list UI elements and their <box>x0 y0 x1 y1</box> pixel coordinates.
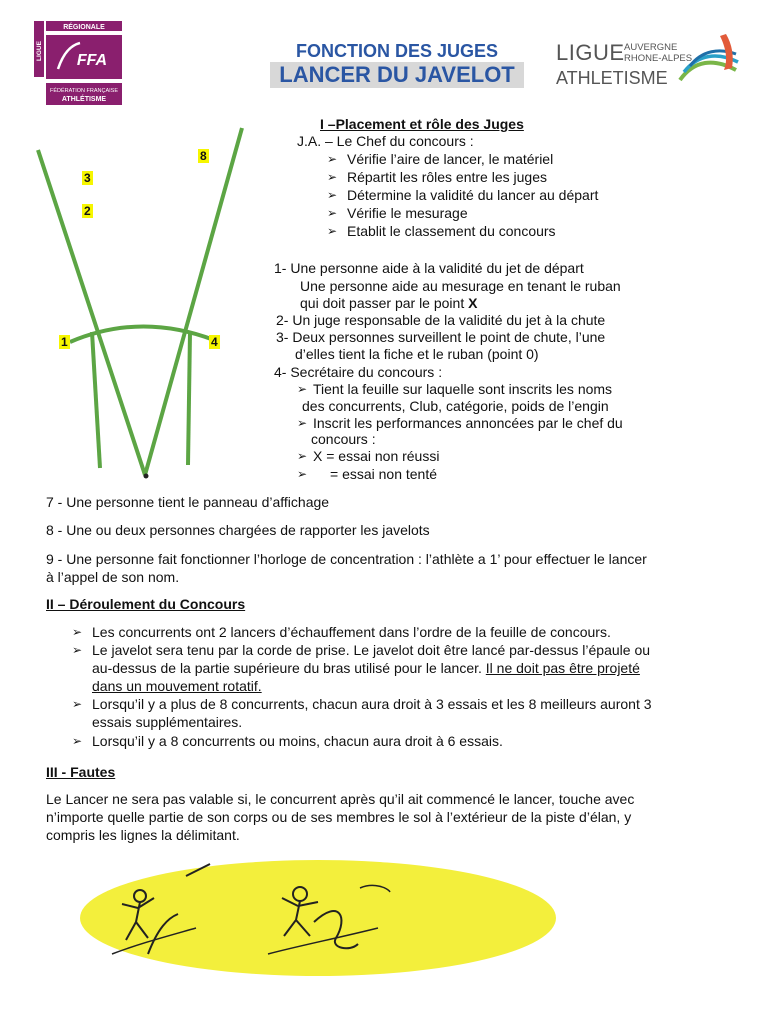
ffa-logo-side-text: LIGUE <box>36 41 43 61</box>
procedure-item4: Lorsqu’il y a 8 concurrents ou moins, chacun aura droit à 6 essais. <box>92 733 503 749</box>
role-7: 7 - Une personne tient le panneau d’affichage <box>46 494 330 510</box>
ja-item: Vérifie l’aire de lancer, le matériel <box>347 151 554 167</box>
role-2: 2- Un juge responsable de la validité du jet à la chute <box>276 312 606 328</box>
ja-item: Détermine la validité du lancer au départ <box>347 187 599 203</box>
secretary-item1-line2: des concurrents, Club, catégorie, poids de l’engin <box>302 398 609 414</box>
section3-heading: III - Fautes <box>46 764 116 780</box>
ligue-swoosh-icon <box>674 30 742 90</box>
role-1-line1: 1- Une personne aide à la validité du jet de départ <box>274 260 584 276</box>
ffa-logo-mark: FFA <box>76 52 108 69</box>
sector-line-left <box>38 150 145 475</box>
section2-heading: II – Déroulement du Concours <box>46 596 246 612</box>
secretary-item2-line2: concours : <box>311 431 376 447</box>
judge-label-3: 3 <box>84 171 91 185</box>
arrow-bullet-icon: ➢ <box>72 697 83 711</box>
procedure-item3-line1: Lorsqu’il y a plus de 8 concurrents, chacun aura droit à 3 essais et les 8 meilleurs auront 3 <box>92 696 652 712</box>
judge-label-4: 4 <box>211 335 218 349</box>
arrow-bullet-icon: ➢ <box>72 625 83 639</box>
ffa-logo <box>34 21 122 105</box>
ffa-logo-top-text: RÉGIONALE <box>63 24 105 31</box>
ja-item: Etablit le classement du concours <box>347 223 556 239</box>
ja-item: Vérifie le mesurage <box>347 205 468 221</box>
document-subtitle: LANCER DU JAVELOT <box>270 62 524 88</box>
arrow-bullet-icon: ➢ <box>297 382 308 396</box>
faults-line2: n’importe quelle partie de son corps ou de ses membres le sol à l’extérieur de la piste d’élan, y <box>46 809 632 825</box>
arrow-bullet-icon: ➢ <box>297 449 308 463</box>
point-x-marker <box>144 474 149 479</box>
ligue-logo <box>556 30 742 92</box>
role-4: 4- Secrétaire du concours : <box>274 364 443 380</box>
arrow-bullet-icon: ➢ <box>297 416 308 430</box>
ligue-logo-region2: RHONE-ALPES <box>624 53 693 64</box>
faults-line1: Le Lancer ne sera pas valable si, le concurrent après qu’il ait commencé le lancer, touche avec <box>46 791 635 807</box>
procedure-item2-line2 <box>92 660 640 677</box>
arrow-bullet-icon: ➢ <box>72 643 83 657</box>
arrow-bullet-icon: ➢ <box>327 188 338 202</box>
runway-line-left <box>92 332 100 468</box>
javelin-field-diagram <box>30 120 250 480</box>
secretary-item1-line1: Tient la feuille sur laquelle sont inscrits les noms <box>313 381 613 397</box>
role-9-line1: 9 - Une personne fait fonctionner l’horloge de concentration : l’athlète a 1’ pour effectuer le lancer <box>46 551 647 567</box>
role-8: 8 - Une ou deux personnes chargées de rapporter les javelots <box>46 522 430 538</box>
ligue-logo-sport: ATHLETISME <box>556 68 668 88</box>
arrow-bullet-icon: ➢ <box>327 152 338 166</box>
ffa-logo-bottom1: FÉDÉRATION FRANÇAISE <box>49 88 119 94</box>
ja-title: J.A. – Le Chef du concours : <box>297 133 474 149</box>
arrow-bullet-icon: ➢ <box>327 224 338 238</box>
secretary-item3: X = essai non réussi <box>313 448 440 464</box>
arrow-bullet-icon: ➢ <box>72 734 83 748</box>
ffa-logo-bottom2: ATHLÉTISME <box>61 96 107 103</box>
role-1-line2: Une personne aide au mesurage en tenant le ruban <box>300 278 621 294</box>
ligue-logo-word: LIGUE <box>556 40 625 65</box>
foul-illustration <box>78 858 558 978</box>
point-x-label: X <box>468 295 478 311</box>
procedure-item2-line3: dans un mouvement rotatif. <box>92 678 262 694</box>
secretary-item2-line1: Inscrit les performances annoncées par le chef du <box>313 415 623 431</box>
secretary-item4: = essai non tenté <box>330 466 438 482</box>
judge-label-2: 2 <box>84 204 91 218</box>
procedure-item1: Les concurrents ont 2 lancers d’échauffement dans l’ordre de la feuille de concours. <box>92 624 611 640</box>
role-1-line3-text: qui doit passer par le point <box>300 295 469 311</box>
procedure-item2-line2a: au-dessus de la partie supérieure du bras utilisé pour le lancer. <box>92 660 486 676</box>
judge-label-8: 8 <box>200 149 207 163</box>
section1-heading: I –Placement et rôle des Juges <box>320 116 524 132</box>
role-3-line1: 3- Deux personnes surveillent le point de chute, l’une <box>276 329 606 345</box>
arrow-bullet-icon: ➢ <box>297 467 308 481</box>
arrow-bullet-icon: ➢ <box>327 170 338 184</box>
sector-line-right <box>145 128 242 475</box>
role-9-line2: à l’appel de son nom. <box>46 569 180 585</box>
ja-item: Répartit les rôles entre les juges <box>347 169 547 185</box>
runway-line-right <box>188 332 190 465</box>
faults-line3: compris les lignes la délimitant. <box>46 827 240 843</box>
procedure-item3-line2: essais supplémentaires. <box>92 714 243 730</box>
role-3-line2: d’elles tient la fiche et le ruban (point 0) <box>295 346 539 362</box>
ligue-logo-region1: AUVERGNE <box>624 42 678 53</box>
role-1-line3 <box>300 295 477 312</box>
procedure-item2-line2b: Il ne doit pas être projeté <box>485 660 640 676</box>
judge-label-1: 1 <box>61 335 68 349</box>
arrow-bullet-icon: ➢ <box>327 206 338 220</box>
procedure-item2-line1: Le javelot sera tenu par la corde de prise. Le javelot doit être lancé par-dessus l’épaule ou <box>92 642 651 658</box>
document-title: FONCTION DES JUGES <box>295 41 499 61</box>
